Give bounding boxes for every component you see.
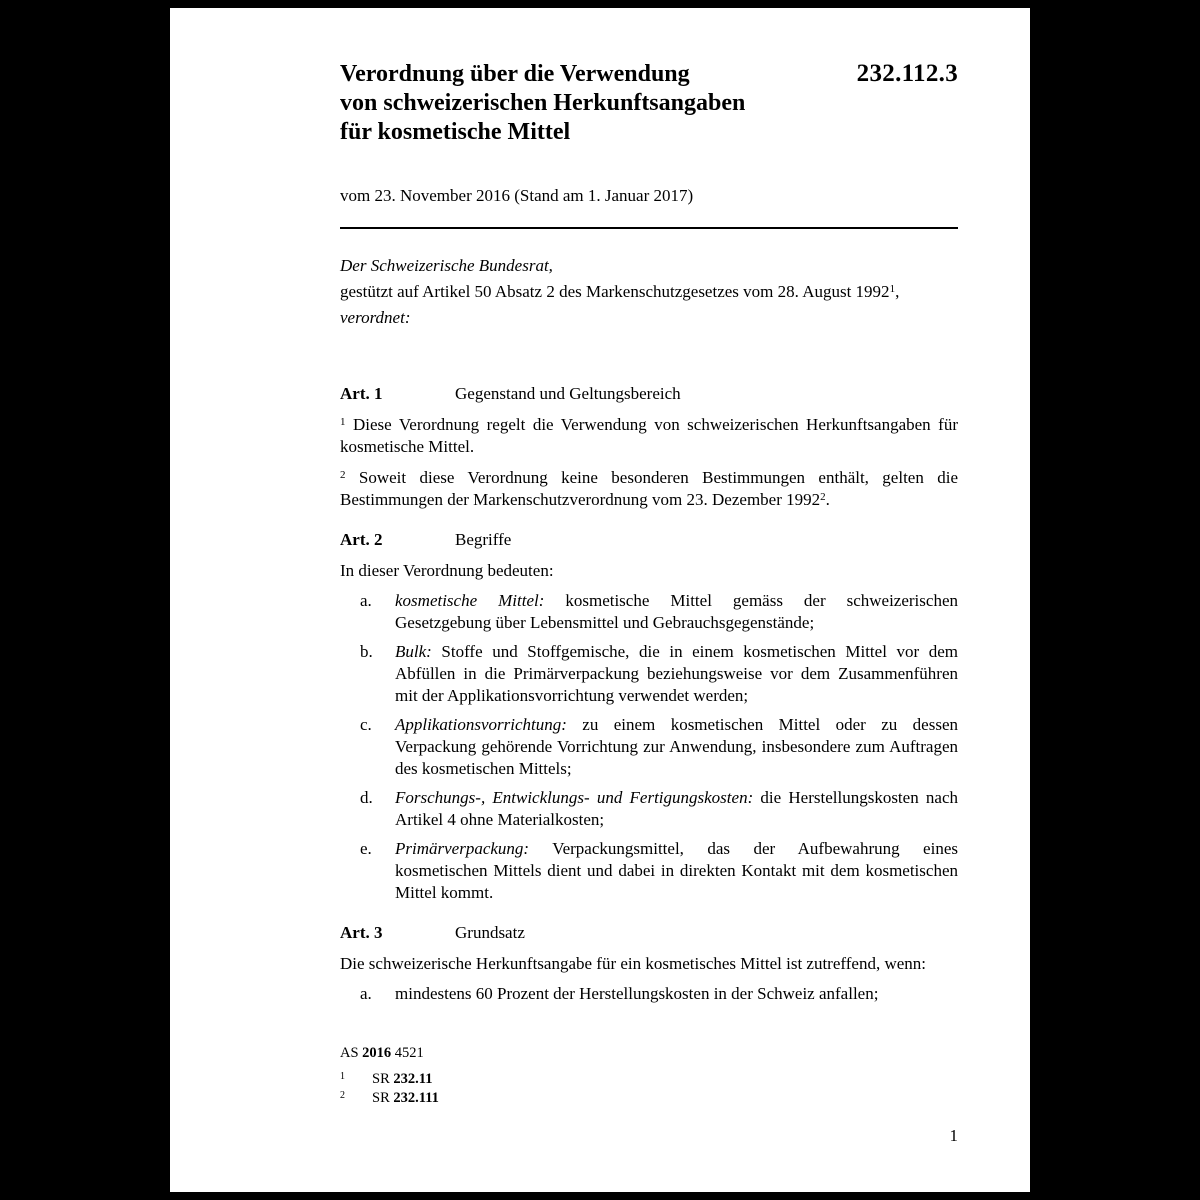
definition-item-c [340, 714, 958, 780]
item-text [395, 787, 958, 831]
article-3-heading [340, 922, 958, 944]
preamble-decree: verordnet: [340, 308, 411, 327]
defined-term: Primärverpackung: [395, 839, 530, 858]
doc-title-line-2: von schweizerischen Herkunftsangaben [340, 90, 746, 116]
article-1-paragraph-2-tail: . [825, 490, 830, 509]
page-content [170, 8, 1030, 1192]
divider-rule [340, 227, 958, 229]
as-year: 2016 [362, 1045, 392, 1061]
definition-text: zu einem kosmetischen Mittel oder zu dessen Verpackung gehörende Vorrichtung zur Anwendung, insbesondere zum Auftragen des kosmetischen Mittels; [395, 715, 958, 778]
footnote-ref-1: 1 [889, 283, 896, 295]
footnote-area [340, 1044, 958, 1108]
footnote-2-text [372, 1089, 439, 1108]
sr-label: SR [372, 1071, 394, 1087]
definition-text: Stoffe und Stoffgemische, die in einem kosmetischen Mittel vor dem Abfüllen in die Primärverpackung beziehungsweise vor dem Zusammenführen mit der Applikationsvorrichtung verwendet werden; [395, 642, 958, 705]
preamble-author: Der Schweizerische Bundesrat, [340, 256, 553, 275]
article-1-title: Gegenstand und Geltungsbereich [455, 384, 681, 403]
document-page [170, 8, 1030, 1192]
doc-title [340, 60, 745, 147]
title-row [340, 60, 958, 147]
article-1-paragraph-2-text: Soweit diese Verordnung keine besonderen Bestimmungen enthält, gelten die Bestimmungen der Markenschutzverordnung vom 23. Dezember 1992 [340, 468, 958, 509]
definition-text: kosmetische Mittel gemäss der schweizerischen Gesetzgebung über Lebensmittel und Gebrauchsgegenstände; [395, 591, 958, 632]
as-label: AS [340, 1045, 363, 1061]
footnote-2 [340, 1089, 958, 1108]
article-1-label: Art. 1 [340, 384, 383, 403]
item-letter: c. [360, 715, 372, 734]
item-text [395, 641, 958, 707]
footnote-1-marker: 1 [340, 1071, 345, 1082]
sr-value: 232.111 [393, 1090, 439, 1106]
item-letter: b. [360, 642, 373, 661]
footnote-2-marker: 2 [340, 1090, 345, 1101]
definition-list [340, 590, 958, 904]
paragraph-marker-2: 2 [340, 469, 346, 481]
article-2-heading [340, 529, 958, 551]
page-number: 1 [949, 1126, 958, 1145]
footnote-1-text [372, 1070, 432, 1089]
article-2-title: Begriffe [455, 530, 512, 549]
footnote-1 [340, 1070, 958, 1089]
definition-item-a [340, 590, 958, 634]
article-1-paragraph-1 [340, 414, 958, 458]
sr-label: SR [372, 1090, 394, 1106]
date-line: vom 23. November 2016 (Stand am 1. Januar 2017) [340, 186, 694, 205]
preamble-basis [340, 279, 958, 305]
definition-item-d [340, 787, 958, 831]
item-letter: a. [360, 591, 372, 610]
definition-text: Verpackungsmittel, das der Aufbewahrung eines kosmetischen Mittels dient und dabei in direkten Kontakt mit dem kosmetischen Mittel kommt. [395, 839, 958, 902]
doc-title-line-3: für kosmetische Mittel [340, 119, 571, 145]
item-letter: e. [360, 839, 372, 858]
defined-term: Applikationsvorrichtung: [395, 715, 567, 734]
article-2-label: Art. 2 [340, 530, 383, 549]
preamble-basis-tail: , [895, 282, 900, 301]
footnote-ref-2: 2 [820, 491, 826, 503]
doc-title-line-1: Verordnung über die Verwendung [340, 61, 690, 87]
preamble-basis-text: gestützt auf Artikel 50 Absatz 2 des Markenschutzgesetzes vom 28. August 1992 [340, 282, 890, 301]
sr-value: 232.11 [393, 1071, 433, 1087]
item-letter: d. [360, 788, 373, 807]
as-page: 4521 [391, 1045, 424, 1061]
paragraph-marker-1: 1 [340, 416, 346, 428]
definition-item-e [340, 838, 958, 904]
article-1-paragraph-1-text: Diese Verordnung regelt die Verwendung von schweizerischen Herkunftsangaben für kosmetische Mittel. [340, 415, 958, 456]
defined-term: Bulk: [395, 642, 432, 661]
sr-number: 232.112.3 [856, 60, 958, 87]
definition-text: die Herstellungskosten nach Artikel 4 ohne Materialkosten; [395, 788, 958, 829]
as-reference [340, 1044, 958, 1063]
article-3-label: Art. 3 [340, 923, 383, 942]
condition-text: mindestens 60 Prozent der Herstellungskosten in der Schweiz anfallen; [395, 984, 879, 1003]
preamble [340, 253, 958, 331]
condition-item-a [340, 983, 958, 1005]
article-3-intro: Die schweizerische Herkunftsangabe für ein kosmetisches Mittel ist zutreffend, wenn: [340, 954, 926, 973]
item-text [395, 714, 958, 780]
definition-item-b [340, 641, 958, 707]
item-letter: a. [360, 984, 372, 1003]
defined-term: Forschungs-, Entwicklungs- und Fertigungskosten: [395, 788, 754, 807]
item-text [395, 838, 958, 904]
article-3-title: Grundsatz [455, 923, 525, 942]
article-2-intro: In dieser Verordnung bedeuten: [340, 561, 554, 580]
article-1-paragraph-2 [340, 467, 958, 511]
defined-term: kosmetische Mittel: [395, 591, 545, 610]
condition-list [340, 983, 958, 1005]
item-text [395, 590, 958, 634]
article-1-heading [340, 383, 958, 405]
